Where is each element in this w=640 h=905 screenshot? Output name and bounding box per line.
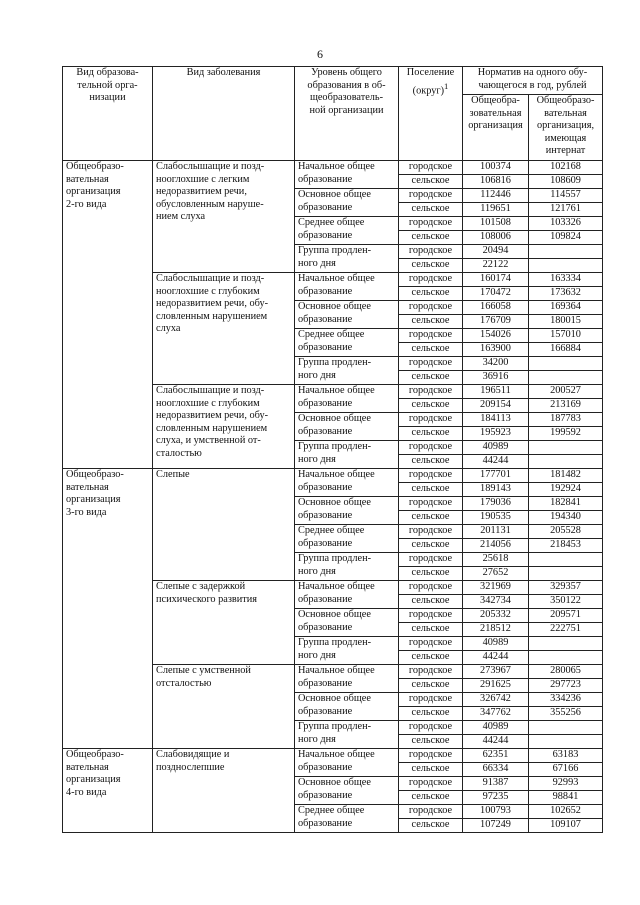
settlement-cell: городское	[399, 385, 463, 399]
norm-general-cell: 112446	[463, 189, 529, 203]
disease-cell: Слабовидящие и позднослепшие	[153, 749, 295, 833]
norm-boarding-cell	[529, 455, 603, 469]
settlement-cell: городское	[399, 693, 463, 707]
norm-general-cell: 201131	[463, 525, 529, 539]
norm-general-cell: 342734	[463, 595, 529, 609]
settlement-cell: городское	[399, 609, 463, 623]
header-disease: Вид заболевания	[153, 67, 295, 161]
norm-general-cell: 40989	[463, 637, 529, 651]
norm-general-cell: 119651	[463, 203, 529, 217]
norm-boarding-cell: 194340	[529, 511, 603, 525]
norm-boarding-cell	[529, 441, 603, 455]
norm-general-cell: 22122	[463, 259, 529, 273]
org-type-cell: Общеобразо- вательная организация 2-го вида	[63, 161, 153, 469]
settlement-cell: городское	[399, 273, 463, 287]
level-cell: Группа продлен- ного дня	[295, 357, 399, 385]
norm-boarding-cell: 163334	[529, 273, 603, 287]
norm-general-cell: 44244	[463, 651, 529, 665]
norm-boarding-cell: 187783	[529, 413, 603, 427]
header-norm: Норматив на одного обу- чающегося в год, рублей	[463, 67, 603, 95]
settlement-cell: городское	[399, 581, 463, 595]
settlement-cell: городское	[399, 357, 463, 371]
settlement-cell: сельское	[399, 427, 463, 441]
disease-cell: Слабослышащие и позд- нооглохшие с легким недоразвитием речи, обусловленным наруше- нием слуха	[153, 161, 295, 273]
settlement-cell: сельское	[399, 763, 463, 777]
level-cell: Основное общее образование	[295, 301, 399, 329]
norm-boarding-cell: 205528	[529, 525, 603, 539]
settlement-cell: сельское	[399, 651, 463, 665]
norm-boarding-cell: 67166	[529, 763, 603, 777]
settlement-cell: городское	[399, 637, 463, 651]
settlement-cell: сельское	[399, 679, 463, 693]
norm-general-cell: 177701	[463, 469, 529, 483]
disease-cell: Слепые	[153, 469, 295, 581]
table-row	[63, 161, 603, 175]
settlement-cell: сельское	[399, 287, 463, 301]
norm-boarding-cell	[529, 637, 603, 651]
norm-boarding-cell: 103326	[529, 217, 603, 231]
norm-general-cell: 176709	[463, 315, 529, 329]
disease-cell: Слабослышащие и позд- нооглохшие с глубоким недоразвитием речи, обу- словленным нарушением слуха, и умственной от- сталостью	[153, 385, 295, 469]
norm-boarding-cell: 350122	[529, 595, 603, 609]
settlement-cell: городское	[399, 413, 463, 427]
norm-boarding-cell: 297723	[529, 679, 603, 693]
level-cell: Начальное общее образование	[295, 161, 399, 189]
norm-boarding-cell	[529, 721, 603, 735]
settlement-cell: городское	[399, 665, 463, 679]
norm-general-cell: 347762	[463, 707, 529, 721]
norm-boarding-cell: 102168	[529, 161, 603, 175]
header-settlement-footnote: 1	[444, 80, 449, 91]
level-cell: Среднее общее образование	[295, 329, 399, 357]
norm-general-cell: 170472	[463, 287, 529, 301]
settlement-cell: сельское	[399, 819, 463, 833]
norm-general-cell: 40989	[463, 441, 529, 455]
norm-boarding-cell: 169364	[529, 301, 603, 315]
norm-boarding-cell: 166884	[529, 343, 603, 357]
level-cell: Среднее общее образование	[295, 217, 399, 245]
norm-boarding-cell: 213169	[529, 399, 603, 413]
norm-boarding-cell: 63183	[529, 749, 603, 763]
settlement-cell: городское	[399, 245, 463, 259]
settlement-cell: городское	[399, 189, 463, 203]
disease-cell: Слабослышащие и позд- нооглохшие с глубоким недоразвитием речи, обу- словленным нарушением слуха	[153, 273, 295, 385]
settlement-cell: сельское	[399, 399, 463, 413]
norm-boarding-cell: 329357	[529, 581, 603, 595]
level-cell: Группа продлен- ного дня	[295, 245, 399, 273]
norm-boarding-cell	[529, 735, 603, 749]
norm-boarding-cell	[529, 553, 603, 567]
norm-general-cell: 195923	[463, 427, 529, 441]
norm-boarding-cell	[529, 357, 603, 371]
norm-boarding-cell: 218453	[529, 539, 603, 553]
norm-general-cell: 62351	[463, 749, 529, 763]
norm-boarding-cell: 109107	[529, 819, 603, 833]
level-cell: Основное общее образование	[295, 189, 399, 217]
header-settlement-text: Поселение (округ)	[406, 67, 455, 96]
header-norm-general: Общеобра- зовательная организация	[463, 95, 529, 161]
settlement-cell: сельское	[399, 735, 463, 749]
level-cell: Основное общее образование	[295, 497, 399, 525]
norm-boarding-cell: 109824	[529, 231, 603, 245]
norm-general-cell: 273967	[463, 665, 529, 679]
level-cell: Группа продлен- ного дня	[295, 553, 399, 581]
norm-boarding-cell: 355256	[529, 707, 603, 721]
level-cell: Начальное общее образование	[295, 665, 399, 693]
table-row	[63, 749, 603, 763]
norm-general-cell: 196511	[463, 385, 529, 399]
norm-general-cell: 107249	[463, 819, 529, 833]
settlement-cell: городское	[399, 329, 463, 343]
norm-general-cell: 36916	[463, 371, 529, 385]
norm-general-cell: 101508	[463, 217, 529, 231]
norm-boarding-cell: 121761	[529, 203, 603, 217]
settlement-cell: сельское	[399, 175, 463, 189]
settlement-cell: сельское	[399, 483, 463, 497]
settlement-cell: сельское	[399, 259, 463, 273]
settlement-cell: сельское	[399, 511, 463, 525]
level-cell: Группа продлен- ного дня	[295, 721, 399, 749]
disease-cell: Слепые с задержкой психического развития	[153, 581, 295, 665]
settlement-cell: сельское	[399, 539, 463, 553]
level-cell: Основное общее образование	[295, 777, 399, 805]
settlement-cell: сельское	[399, 707, 463, 721]
settlement-cell: городское	[399, 749, 463, 763]
org-type-cell: Общеобразо- вательная организация 3-го вида	[63, 469, 153, 749]
norm-general-cell: 66334	[463, 763, 529, 777]
norm-general-cell: 166058	[463, 301, 529, 315]
norm-general-cell: 97235	[463, 791, 529, 805]
norm-boarding-cell: 280065	[529, 665, 603, 679]
norm-boarding-cell: 334236	[529, 693, 603, 707]
settlement-cell: сельское	[399, 203, 463, 217]
norm-boarding-cell: 102652	[529, 805, 603, 819]
norm-general-cell: 190535	[463, 511, 529, 525]
level-cell: Начальное общее образование	[295, 749, 399, 777]
settlement-cell: сельское	[399, 315, 463, 329]
norm-boarding-cell: 199592	[529, 427, 603, 441]
settlement-cell: сельское	[399, 595, 463, 609]
settlement-cell: сельское	[399, 343, 463, 357]
level-cell: Начальное общее образование	[295, 385, 399, 413]
settlement-cell: городское	[399, 497, 463, 511]
settlement-cell: городское	[399, 441, 463, 455]
table-row	[63, 469, 603, 483]
norm-general-cell: 209154	[463, 399, 529, 413]
norm-general-cell: 179036	[463, 497, 529, 511]
norm-boarding-cell	[529, 371, 603, 385]
settlement-cell: городское	[399, 805, 463, 819]
settlement-cell: городское	[399, 553, 463, 567]
norm-boarding-cell: 108609	[529, 175, 603, 189]
settlement-cell: городское	[399, 217, 463, 231]
table-body	[63, 161, 603, 833]
norm-boarding-cell: 173632	[529, 287, 603, 301]
norm-boarding-cell: 200527	[529, 385, 603, 399]
norm-general-cell: 27652	[463, 567, 529, 581]
org-type-cell: Общеобразо- вательная организация 4-го вида	[63, 749, 153, 833]
norm-general-cell: 100374	[463, 161, 529, 175]
settlement-cell: сельское	[399, 455, 463, 469]
norm-boarding-cell	[529, 245, 603, 259]
norm-general-cell: 154026	[463, 329, 529, 343]
header-org-type: Вид образова- тельной орга- низации	[63, 67, 153, 161]
norm-general-cell: 25618	[463, 553, 529, 567]
norm-boarding-cell: 192924	[529, 483, 603, 497]
header-norm-boarding: Общеобразо- вательная организация, имеющая интернат	[529, 95, 603, 161]
norm-boarding-cell: 182841	[529, 497, 603, 511]
norm-boarding-cell	[529, 567, 603, 581]
norm-general-cell: 20494	[463, 245, 529, 259]
settlement-cell: сельское	[399, 567, 463, 581]
norm-boarding-cell: 181482	[529, 469, 603, 483]
settlement-cell: городское	[399, 525, 463, 539]
norm-boarding-cell: 114557	[529, 189, 603, 203]
normative-table	[62, 66, 603, 833]
norm-boarding-cell	[529, 259, 603, 273]
settlement-cell: городское	[399, 301, 463, 315]
settlement-cell: городское	[399, 161, 463, 175]
settlement-cell: городское	[399, 721, 463, 735]
norm-general-cell: 205332	[463, 609, 529, 623]
settlement-cell: сельское	[399, 791, 463, 805]
norm-general-cell: 106816	[463, 175, 529, 189]
norm-boarding-cell	[529, 651, 603, 665]
settlement-cell: сельское	[399, 371, 463, 385]
norm-general-cell: 34200	[463, 357, 529, 371]
level-cell: Начальное общее образование	[295, 469, 399, 497]
level-cell: Основное общее образование	[295, 413, 399, 441]
header-settlement	[399, 67, 463, 161]
header-level: Уровень общего образования в об- щеобразователь- ной организации	[295, 67, 399, 161]
norm-general-cell: 160174	[463, 273, 529, 287]
level-cell: Основное общее образование	[295, 693, 399, 721]
norm-general-cell: 100793	[463, 805, 529, 819]
norm-general-cell: 108006	[463, 231, 529, 245]
norm-general-cell: 44244	[463, 455, 529, 469]
norm-boarding-cell: 157010	[529, 329, 603, 343]
norm-general-cell: 163900	[463, 343, 529, 357]
norm-boarding-cell: 209571	[529, 609, 603, 623]
norm-boarding-cell: 222751	[529, 623, 603, 637]
norm-general-cell: 40989	[463, 721, 529, 735]
norm-general-cell: 218512	[463, 623, 529, 637]
norm-general-cell: 44244	[463, 735, 529, 749]
disease-cell: Слепые с умственной отсталостью	[153, 665, 295, 749]
norm-boarding-cell: 180015	[529, 315, 603, 329]
norm-general-cell: 214056	[463, 539, 529, 553]
level-cell: Основное общее образование	[295, 609, 399, 637]
settlement-cell: сельское	[399, 623, 463, 637]
norm-boarding-cell: 92993	[529, 777, 603, 791]
norm-general-cell: 184113	[463, 413, 529, 427]
level-cell: Среднее общее образование	[295, 805, 399, 833]
level-cell: Начальное общее образование	[295, 273, 399, 301]
norm-general-cell: 291625	[463, 679, 529, 693]
norm-general-cell: 321969	[463, 581, 529, 595]
level-cell: Группа продлен- ного дня	[295, 441, 399, 469]
level-cell: Среднее общее образование	[295, 525, 399, 553]
page-number: 6	[317, 47, 323, 61]
settlement-cell: городское	[399, 469, 463, 483]
norm-general-cell: 326742	[463, 693, 529, 707]
level-cell: Начальное общее образование	[295, 581, 399, 609]
settlement-cell: городское	[399, 777, 463, 791]
norm-general-cell: 91387	[463, 777, 529, 791]
norm-boarding-cell: 98841	[529, 791, 603, 805]
level-cell: Группа продлен- ного дня	[295, 637, 399, 665]
settlement-cell: сельское	[399, 231, 463, 245]
norm-general-cell: 189143	[463, 483, 529, 497]
